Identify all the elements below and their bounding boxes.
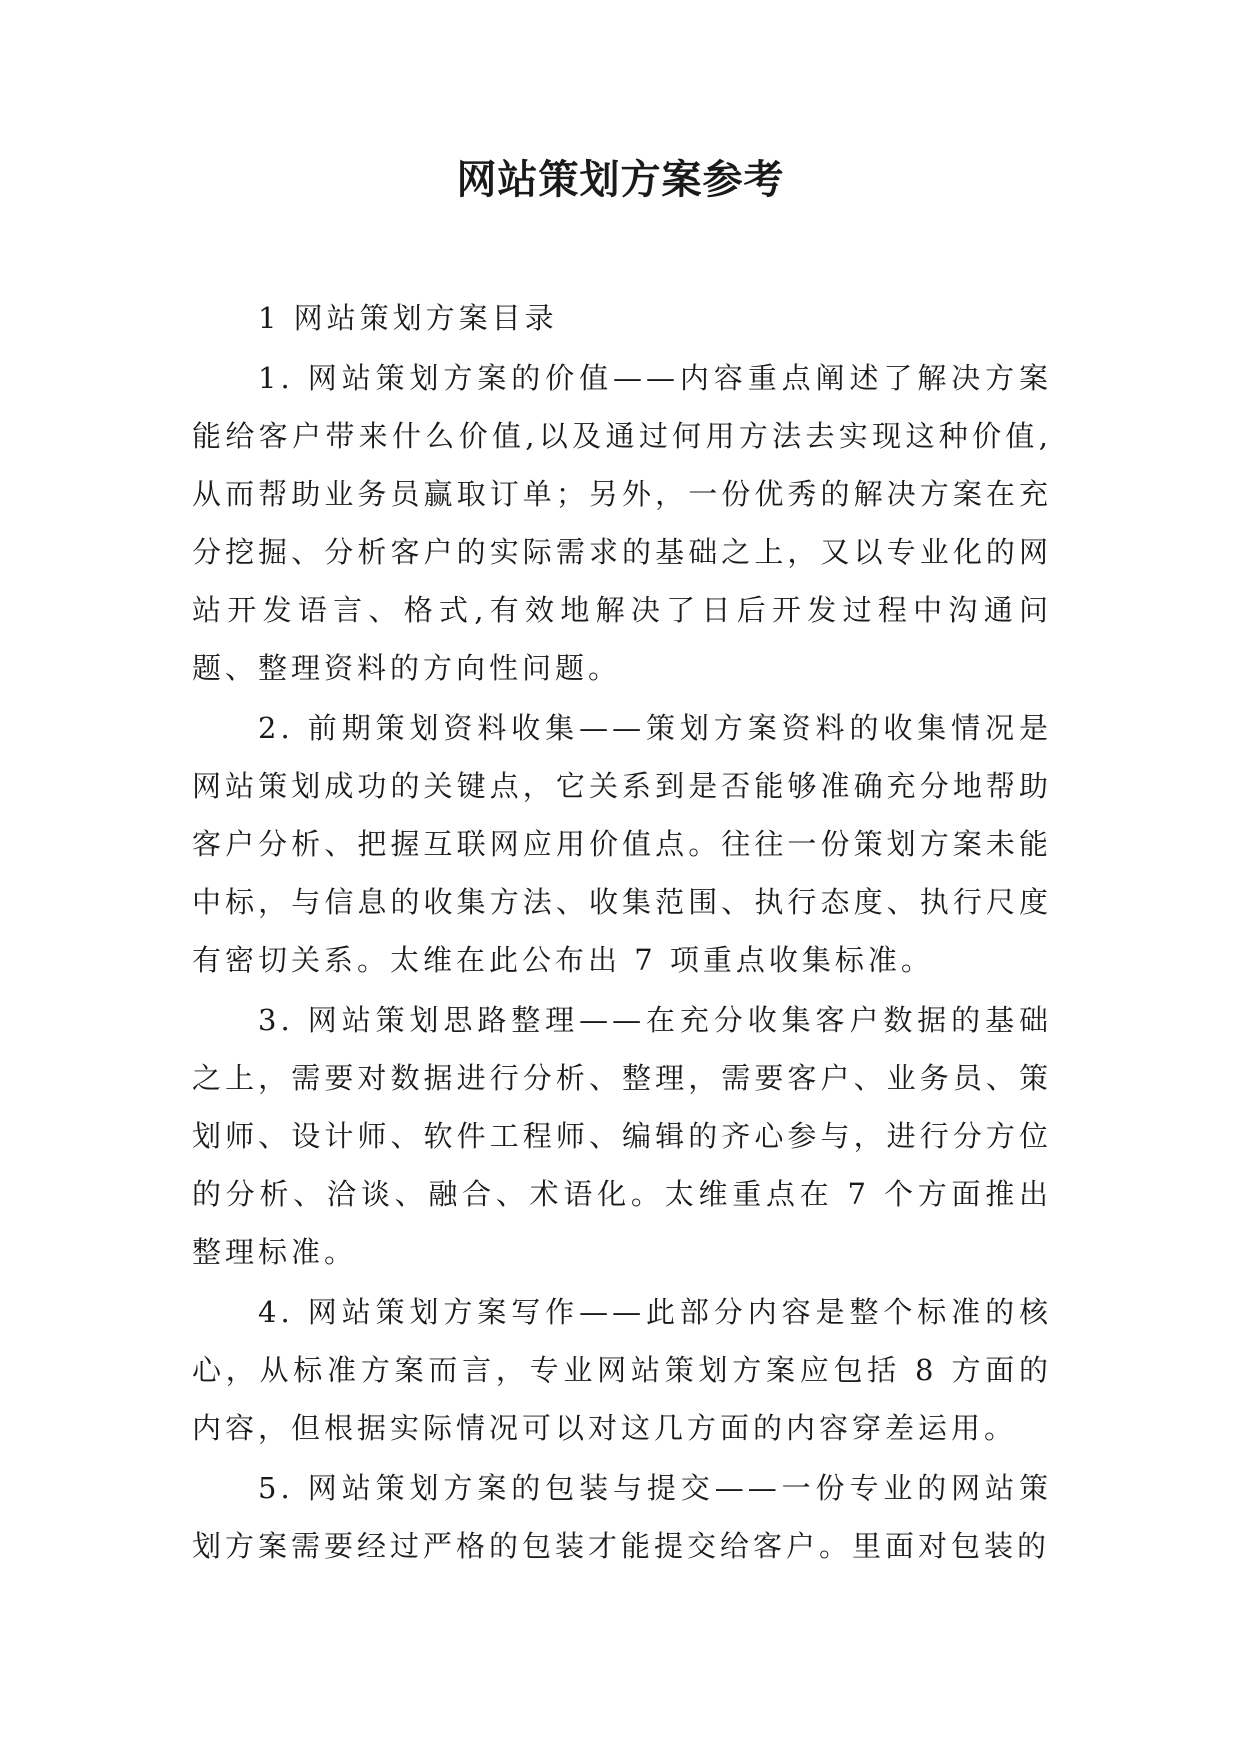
document-title: 网站策划方案参考 (456, 156, 785, 203)
document-body (192, 289, 1052, 1575)
paragraph-item-5: 5. 网站策划方案的包装与提交——一份专业的网站策划方案需要经过严格的包装才能提交给客户。里面对包装的 (192, 1471, 1052, 1563)
paragraph-item-4: 4. 网站策划方案写作——此部分内容是整个标准的核心，从标准方案而言，专业网站策划方案应包括 8 方面的内容，但根据实际情况可以对这几方面的内容穿差运用。 (192, 1295, 1052, 1445)
paragraph-item-1: 1. 网站策划方案的价值——内容重点阐述了解决方案能给客户带来什么价值,以及通过何用方法去实现这种价值,从而帮助业务员赢取订单；另外，一份优秀的解决方案在充分挖掘、分析客户的实际需求的基础之上，又以专业化的网站开发语言、格式,有效地解决了日后开发过程中沟通问题、整理资料的方向性问题。 (192, 361, 1052, 685)
paragraph-item-3: 3. 网站策划思路整理——在充分收集客户数据的基础之上，需要对数据进行分析、整理，需要客户、业务员、策划师、设计师、软件工程师、编辑的齐心参与，进行分方位的分析、洽谈、融合、术语化。太维重点在 7 个方面推出整理标准。 (192, 1003, 1052, 1269)
paragraph-item-2: 2. 前期策划资料收集——策划方案资料的收集情况是网站策划成功的关键点，它关系到是否能够准确充分地帮助客户分析、把握互联网应用价值点。往往一份策划方案未能中标，与信息的收集方法、收集范围、执行态度、执行尺度有密切关系。太维在此公布出 7 项重点收集标准。 (192, 711, 1052, 977)
paragraph-toc-heading: 1 网站策划方案目录 (258, 301, 558, 335)
